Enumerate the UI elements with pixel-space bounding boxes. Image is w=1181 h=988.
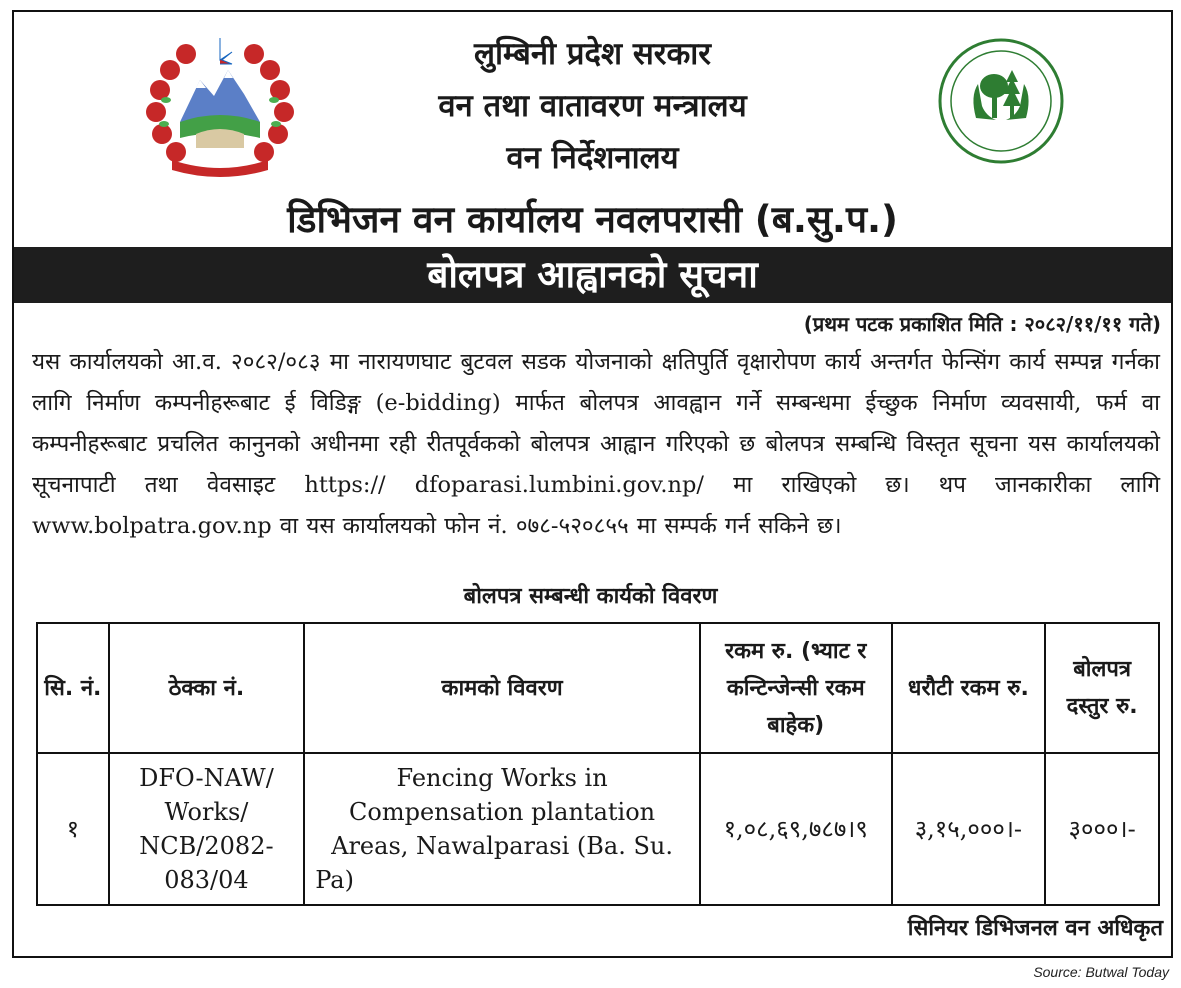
cell-amount: १,०८,६९,७८७।९ — [700, 753, 892, 905]
office-name: डिभिजन वन कार्यालय नवलपरासी (ब.सु.प.) — [287, 198, 898, 241]
notice-header — [14, 12, 1171, 244]
cell-contract-no: DFO-NAW/ Works/ NCB/2082-083/04 — [109, 753, 305, 905]
cell-work-description: Fencing Works in Compensation plantation Areas, Nawalparasi (Ba. Su. Pa) — [304, 753, 700, 905]
header-deposit: धरौटी रकम रु. — [892, 623, 1046, 753]
cell-bid-fee: ३०००।- — [1045, 753, 1159, 905]
cell-serial-no: १ — [37, 753, 109, 905]
signatory-title: सिनियर डिभिजनल वन अधिकृत — [907, 916, 1163, 941]
publication-date: (प्रथम पटक प्रकाशित मिति : २०८२/११/११ गते) — [803, 312, 1161, 336]
notice-body-text: यस कार्यालयको आ.व. २०८२/०८३ मा नारायणघाट बुटवल सडक योजनाको क्षतिपुर्ति वृक्षारोपण कार्य अन्तर्गत फेन्सिंग कार्य सम्पन्न गर्नका लागि निर्माण कम्पनीहरूबाट ई विडिङ्ग (e-bidding) मार्फत बोलपत्र आवह्वान गर्ने सम्बन्धमा ईच्छुक निर्माण व्यवसायी, फर्म वा कम्पनीहरूबाट प्रचलित कानुनको अधीनमा रही रीतपूर्वकको बोलपत्र आह्वान गरिएको छ बोलपत्र सम्बन्धि विस्तृत सूचना यस कार्यालयको सूचनापाटी तथा वेवसाइट https:// dfoparasi.lumbini.gov.np/ मा राखिएको छ। थप जानकारीका लागि www.bolpatra.gov.np वा यस कार्यालयको फोन नं. ०७८-५२०८५५ मा सम्पर्क गर्न सकिने छ। — [32, 349, 1160, 539]
ministry-name: वन तथा वातावरण मन्त्रालय — [438, 88, 747, 124]
header-serial-no: सि. नं. — [37, 623, 109, 753]
works-table — [36, 622, 1160, 906]
directorate-name: वन निर्देशनालय — [506, 140, 679, 176]
table-title: बोलपत्र सम्बन्धी कार्यको विवरण — [463, 584, 718, 609]
header-contract-no: ठेक्का नं. — [109, 623, 305, 753]
header-bid-fee: बोलपत्र दस्तुर रु. — [1045, 623, 1159, 753]
header-work-description: कामको विवरण — [304, 623, 700, 753]
header-amount: रकम रु. (भ्याट र कन्टिन्जेन्सी रकम बाहेक) — [700, 623, 892, 753]
table-header-row — [37, 623, 1159, 753]
notice-title-banner: बोलपत्र आह्वानको सूचना — [14, 247, 1171, 303]
source-credit: Source: Butwal Today — [1033, 964, 1169, 980]
table-row — [37, 753, 1159, 905]
cell-deposit: ३,१५,०००।- — [892, 753, 1046, 905]
province-government-name: लुम्बिनी प्रदेश सरकार — [474, 36, 711, 72]
